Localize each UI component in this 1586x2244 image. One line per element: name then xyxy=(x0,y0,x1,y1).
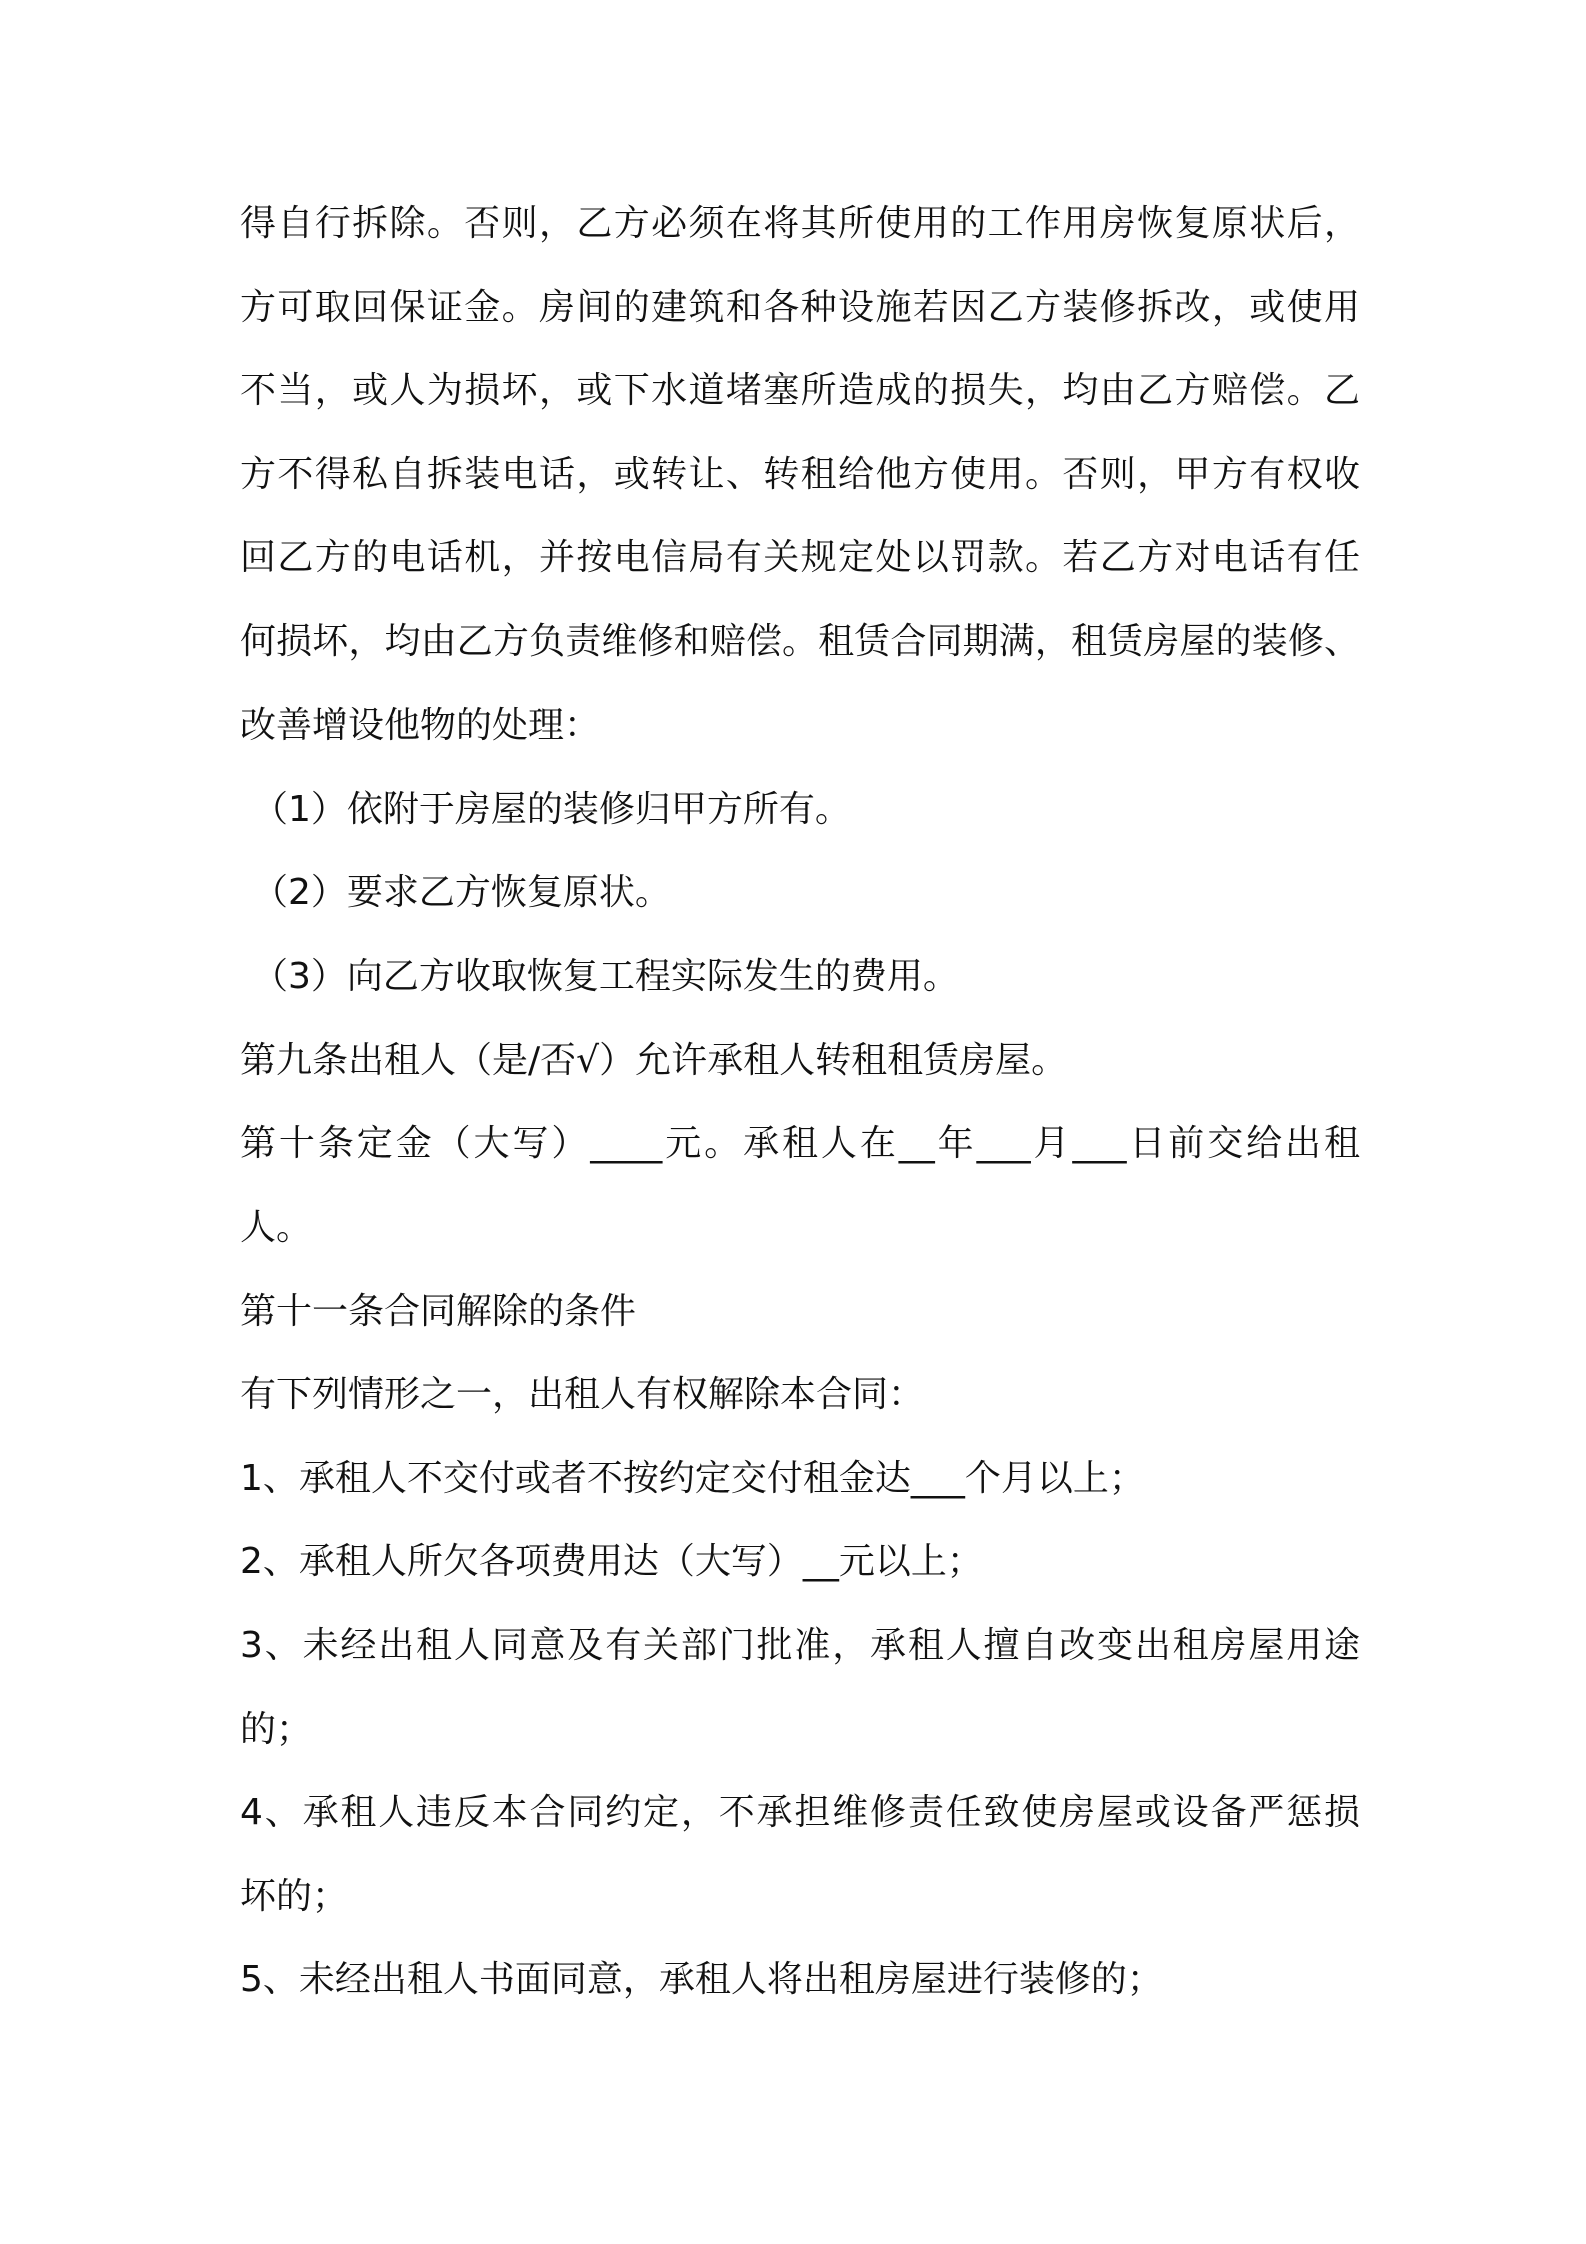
body-line-5: 回乙方的电话机，并按电信局有关规定处以罚款。若乙方对电话有任 xyxy=(240,537,1360,578)
condition-3-line-2: 的； xyxy=(240,1709,313,1750)
body-line-1: 得自行拆除。否则，乙方必须在将其所使用的工作用房恢复原状后， xyxy=(240,203,1360,244)
condition-3-line-1: 3、未经出租人同意及有关部门批准，承租人擅自改变出租房屋用途 xyxy=(240,1625,1360,1666)
article-10-line-1: 第十条定金（大写）____元。承租人在__年___月___日前交给出租 xyxy=(240,1123,1360,1164)
body-line-2: 方可取回保证金。房间的建筑和各种设施若因乙方装修拆改，或使用 xyxy=(240,287,1360,328)
condition-2: 2、承租人所欠各项费用达（大写）__元以上； xyxy=(240,1541,983,1582)
body-line-7: 改善增设他物的处理： xyxy=(240,705,601,746)
article-11-intro: 有下列情形之一，出租人有权解除本合同： xyxy=(240,1374,925,1415)
condition-4-line-2: 坏的； xyxy=(240,1876,349,1917)
condition-4-line-1: 4、承租人违反本合同约定，不承担维修责任致使房屋或设备严惩损 xyxy=(240,1792,1360,1833)
article-10-line-2: 人。 xyxy=(240,1207,313,1248)
body-line-4: 方不得私自拆装电话，或转让、转租给他方使用。否则，甲方有权收 xyxy=(240,454,1360,495)
list-item-1: （1）依附于房屋的装修归甲方所有。 xyxy=(252,789,851,830)
article-11-heading: 第十一条合同解除的条件 xyxy=(240,1291,637,1332)
list-item-3: （3）向乙方收取恢复工程实际发生的费用。 xyxy=(252,956,959,997)
list-item-2: （2）要求乙方恢复原状。 xyxy=(252,872,671,913)
body-line-3: 不当，或人为损坏，或下水道堵塞所造成的损失，均由乙方赔偿。乙 xyxy=(240,370,1360,411)
condition-5: 5、未经出租人书面同意，承租人将出租房屋进行装修的； xyxy=(240,1959,1163,2000)
condition-1: 1、承租人不交付或者不按约定交付租金达___个月以上； xyxy=(240,1458,1145,1499)
article-9: 第九条出租人（是/否√）允许承租人转租租赁房屋。 xyxy=(240,1040,1068,1081)
body-line-6: 何损坏，均由乙方负责维修和赔偿。租赁合同期满，租赁房屋的装修、 xyxy=(240,621,1360,662)
